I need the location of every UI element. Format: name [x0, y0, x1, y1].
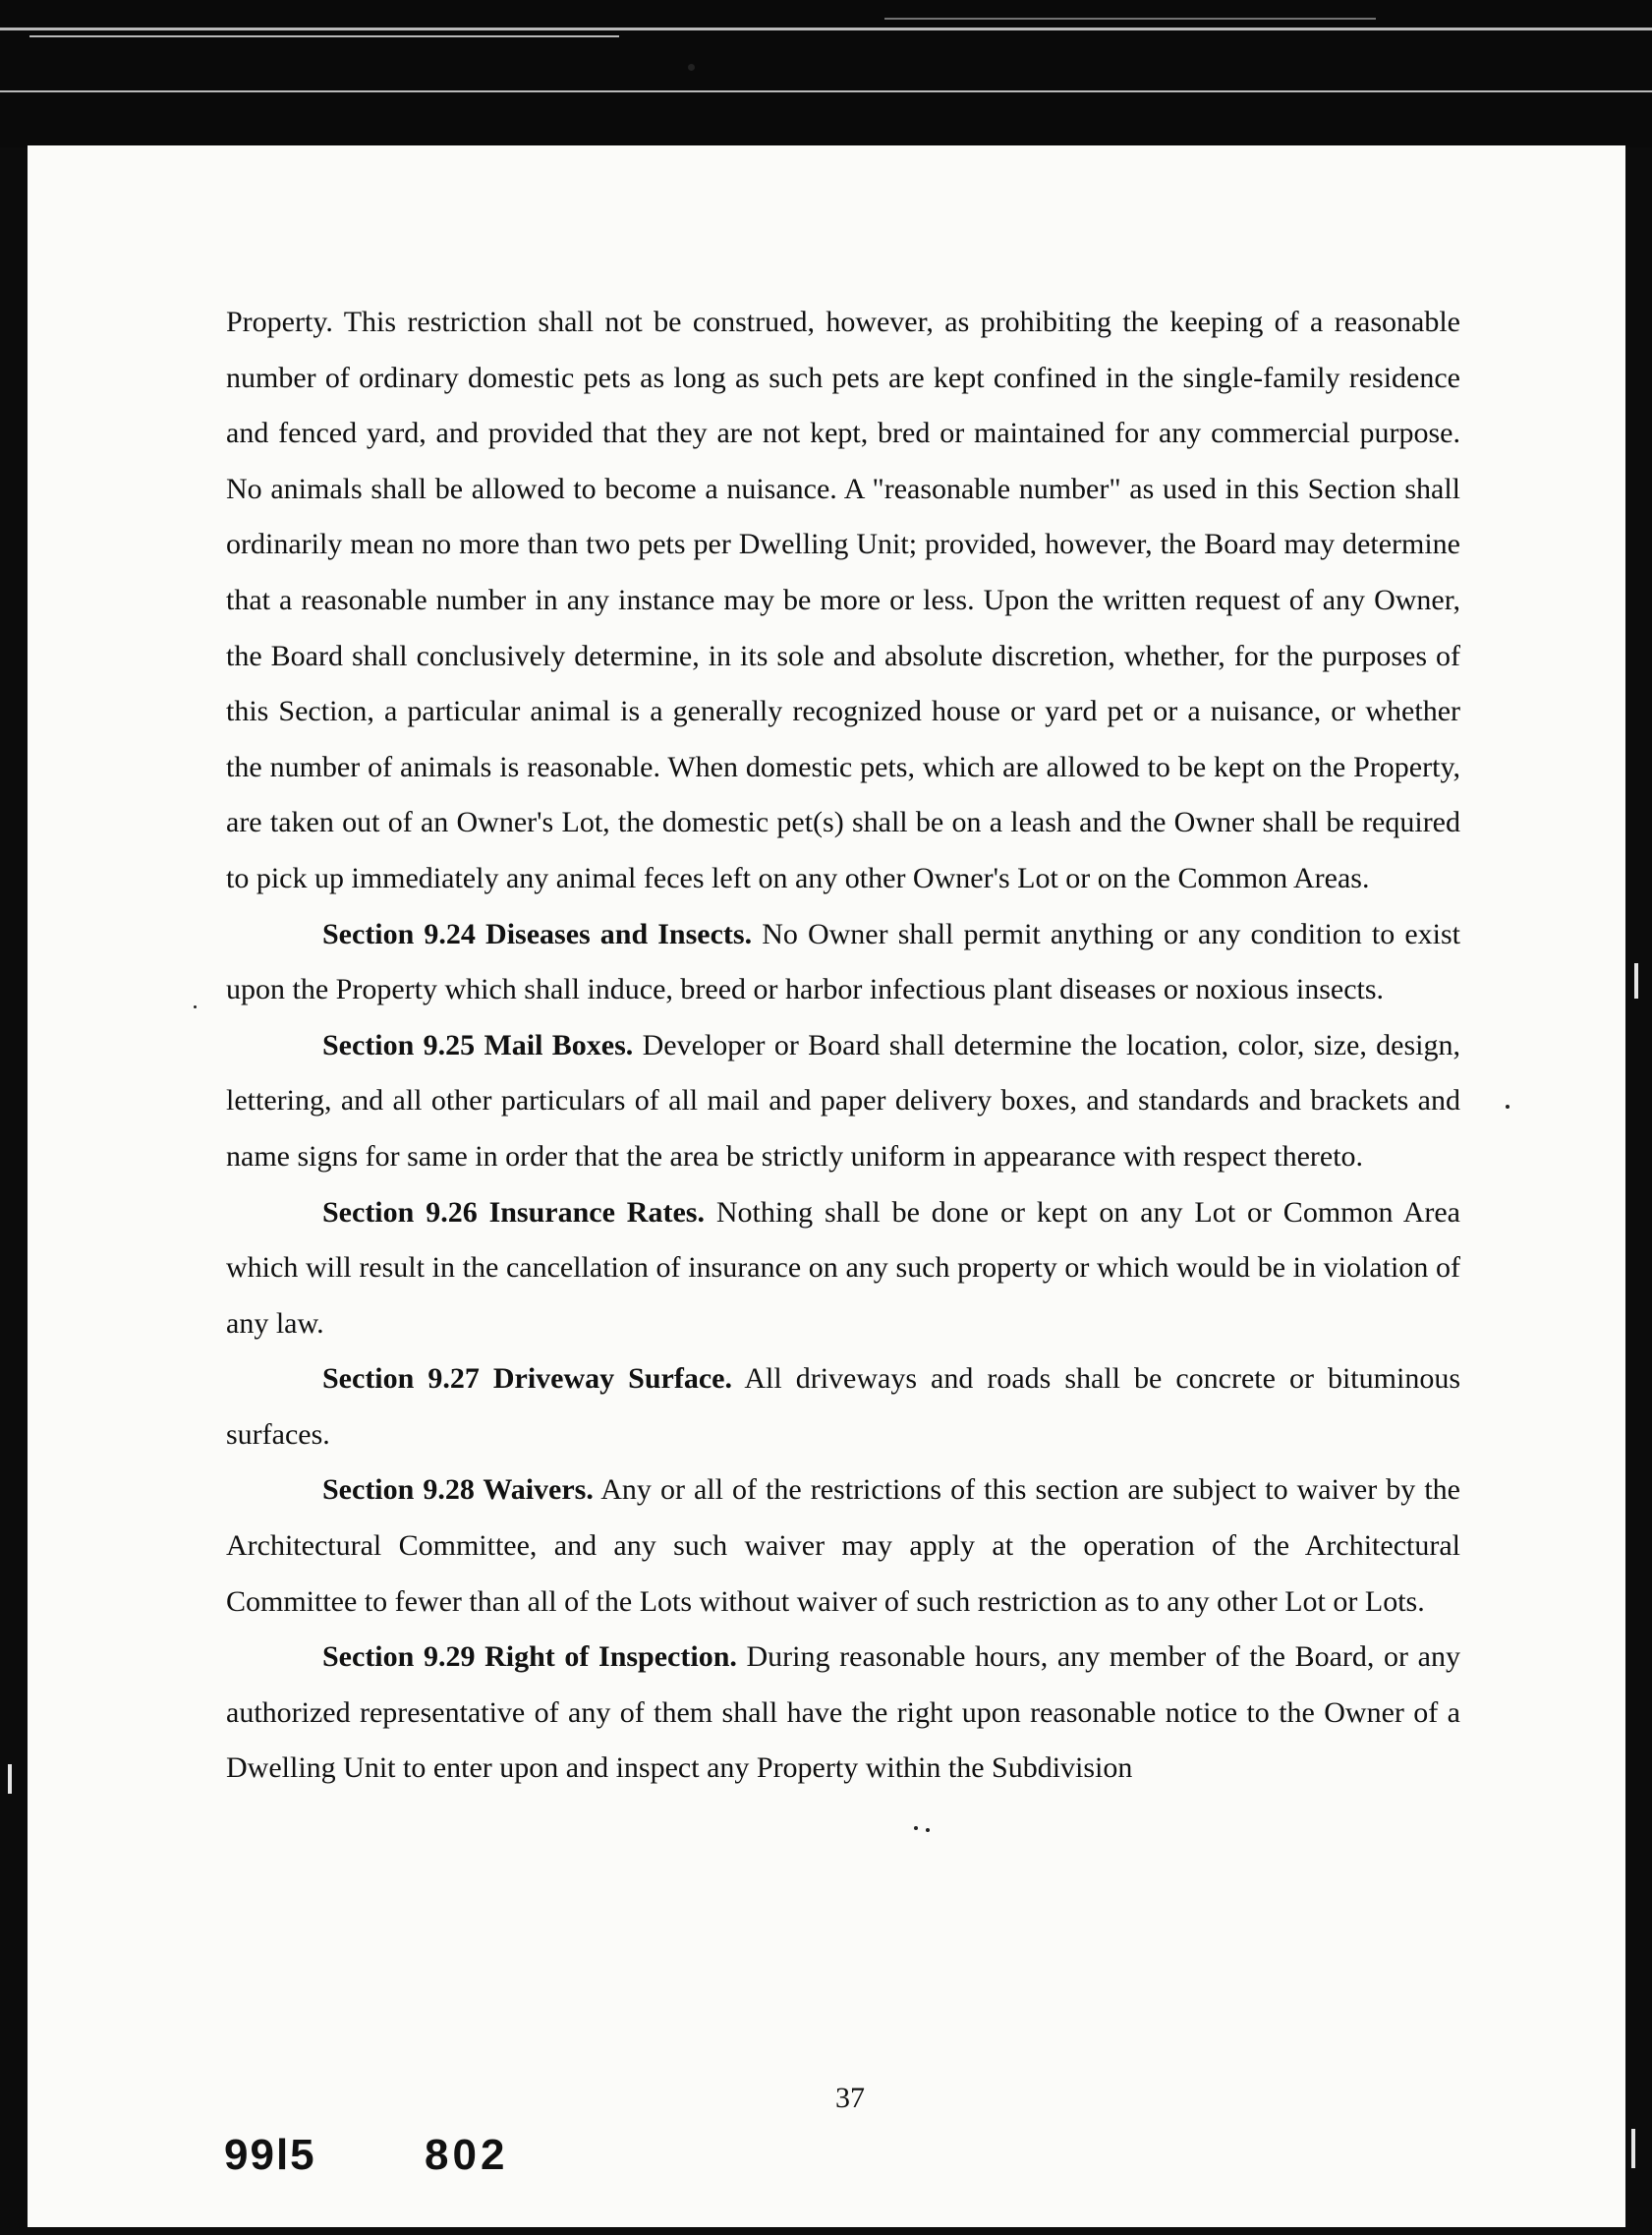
- scan-streak: [29, 35, 619, 37]
- scan-speck: [1506, 1105, 1510, 1109]
- section-text: During reasonable hours, any member of the Board, or any authorized representative of any of them shall have the right upon reasonable notice to the Owner of a Dwelling Unit to enter upon and inspect any Property within the Subdivision: [226, 1640, 1460, 1785]
- section-9-26: [226, 1185, 1460, 1352]
- section-text: No Owner shall permit anything or any condition to exist upon the Property which shall induce, breed or harbor infectious plant diseases or noxious insects.: [226, 917, 1460, 1006]
- section-heading: Section 9.28 Waivers.: [322, 1473, 594, 1507]
- scan-speck: [688, 64, 695, 71]
- section-heading: Section 9.24 Diseases and Insects.: [322, 917, 753, 950]
- section-heading: Section 9.25 Mail Boxes.: [322, 1028, 634, 1061]
- section-9-29: [226, 1630, 1460, 1797]
- section-heading: Section 9.27 Driveway Surface.: [322, 1362, 732, 1396]
- scan-speck: [194, 1005, 197, 1008]
- scan-edge-mark: [1634, 963, 1638, 999]
- paragraph-text: Property. This restriction shall not be construed, however, as prohibiting the keeping of a reasonable number of ordinary domestic pets as long as such pets are kept confined in the single-family residence and fenced yard, and provided that they are not kept, bred or maintained for any commercial purpose. No animals shall be allowed to become a nuisance. A "reasonable number" as used in this Section shall ordinarily mean no more than two pets per Dwelling Unit; provided, however, the Board may determine that a reasonable number in any instance may be more or less. Upon the written request of any Owner, the Board shall conclusively determine, in its sole and absolute discretion, whether, for the purposes of this Section, a particular animal is a generally recognized house or yard pet or a nuisance, or whether the number of animals is reasonable. When domestic pets, which are allowed to be kept on the Property, are taken out of an Owner's Lot, the domestic pet(s) shall be on a leash and the Owner shall be required to pick up immediately any animal feces left on any other Owner's Lot or on the Common Areas.: [226, 306, 1460, 894]
- document-body: [226, 295, 1460, 1797]
- section-9-25: [226, 1018, 1460, 1185]
- scan-speck: [914, 1826, 918, 1830]
- section-text: Developer or Board shall determine the location, color, size, design, lettering, and all other particulars of all mail and paper delivery boxes, and standards and brackets and name signs for same in order that the area be strictly uniform in appearance with respect thereto.: [226, 1028, 1461, 1173]
- scan-edge-mark: [8, 1764, 12, 1794]
- section-9-27: [226, 1351, 1460, 1462]
- scan-edge-mark: [1631, 2129, 1635, 2168]
- section-9-24: [226, 907, 1460, 1018]
- section-text: Any or all of the restrictions of this section are subject to waiver by the Architectural Committee, and any such waiver may apply at the operation of the Architectural Committee to fewer than all of the Lots without waiver of such restriction as to any other Lot or Lots.: [226, 1473, 1460, 1618]
- section-heading: Section 9.29 Right of Inspection.: [322, 1640, 737, 1674]
- section-9-28: [226, 1462, 1460, 1630]
- recording-stamp-page: 802: [425, 2131, 509, 2179]
- paragraph-pets: [226, 295, 1460, 907]
- section-text: All driveways and roads shall be concrete or bituminous surfaces.: [226, 1362, 1460, 1451]
- scan-streak: [884, 18, 1376, 20]
- recording-stamp-book: 99l5: [224, 2131, 316, 2179]
- section-text: Nothing shall be done or kept on any Lot or Common Area which will result in the cancellation of insurance on any such property or which would be in violation of any law.: [226, 1195, 1460, 1340]
- scan-top-border: [0, 0, 1652, 147]
- page-number: 37: [835, 2082, 865, 2114]
- scan-streak: [0, 90, 1652, 92]
- section-heading: Section 9.26 Insurance Rates.: [322, 1195, 705, 1229]
- scan-streak: [0, 28, 1652, 30]
- scan-speck: [926, 1828, 930, 1832]
